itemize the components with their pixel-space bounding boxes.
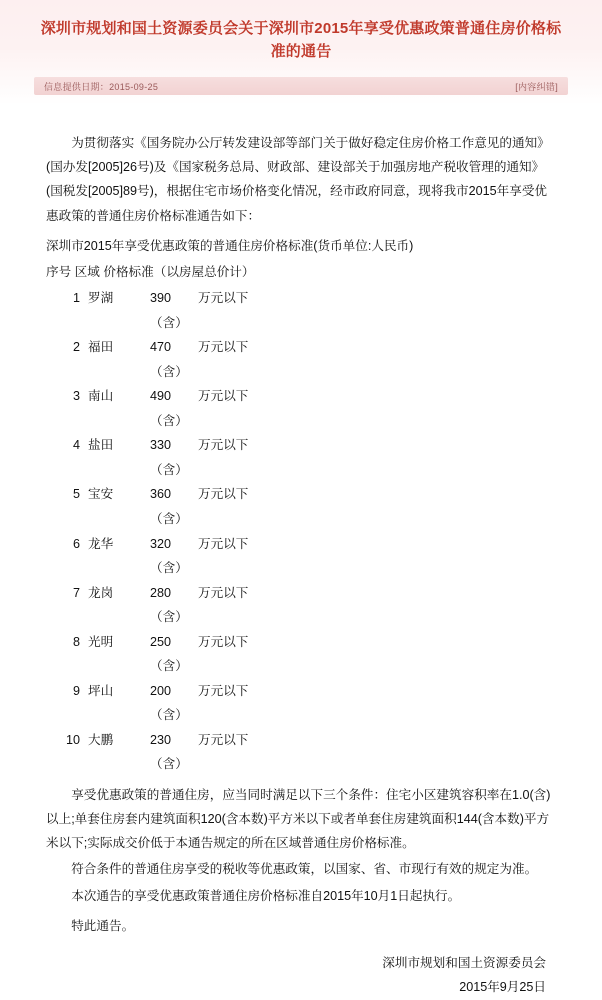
- row-index: 7: [72, 585, 80, 600]
- row-price: 390（含）: [150, 291, 188, 330]
- table-row: [46, 630, 556, 679]
- table-row: [46, 728, 556, 777]
- row-unit: 万元以下: [198, 585, 249, 600]
- row-unit: 万元以下: [198, 291, 249, 306]
- row-area: 南山: [88, 389, 114, 404]
- row-index: 10: [65, 732, 80, 747]
- row-index: 6: [72, 536, 80, 551]
- row-area: 光明: [88, 634, 114, 649]
- row-price: 200（含）: [150, 683, 188, 723]
- signature-block: [46, 952, 556, 1000]
- table-row: [46, 286, 556, 335]
- conditions-paragraph: 享受优惠政策的普通住房，应当同时满足以下三个条件：住宅小区建筑容积率在1.0(含)以上;单套住房套内建筑面积120(含本数)平方米以下或者单套住房建筑面积144(含本数)平方米以下;实际成交价低于本通告规定的所在区域普通住房价格标准。: [46, 787, 551, 851]
- row-price: 280（含）: [150, 585, 188, 625]
- intro-paragraph: 为贯彻落实《国务院办公厅转发建设部等部门关于做好稳定住房价格工作意见的通知》(国办发[2005]26号)及《国家税务总局、财政部、建设部关于加强房地产税收管理的通知》(国税发[2005]89号)，根据住宅市场价格变化情况，经市政府同意，现将我市2015年享受优惠政策的普通住房价格标准通告如下：: [46, 136, 550, 223]
- row-price: 320（含）: [150, 536, 188, 576]
- row-index: 4: [72, 438, 80, 453]
- tax-policy-paragraph: 符合条件的普通住房享受的税收等优惠政策，以国家、省、市现行有效的规定为准。: [71, 862, 538, 877]
- publish-date-label: 信息提供日期：2015-09-25: [44, 81, 159, 92]
- row-unit: 万元以下: [198, 634, 249, 649]
- row-area: 罗湖: [88, 291, 114, 306]
- row-unit: 万元以下: [198, 389, 249, 404]
- table-row: [46, 581, 556, 630]
- row-price: 470（含）: [150, 340, 188, 379]
- row-price: 490（含）: [150, 389, 188, 428]
- table-row: [46, 482, 556, 531]
- table-row: [46, 679, 556, 728]
- conditions-section: [46, 783, 556, 938]
- document-header: [0, 0, 602, 105]
- row-unit: 万元以下: [198, 438, 249, 453]
- row-unit: 万元以下: [198, 340, 249, 355]
- row-area: 盐田: [88, 438, 114, 453]
- row-price: 230（含）: [150, 732, 188, 772]
- row-index: 3: [72, 389, 80, 404]
- document-meta-bar: [34, 77, 568, 95]
- issue-date: 2015年9月25日: [459, 979, 546, 994]
- row-unit: 万元以下: [198, 536, 249, 551]
- row-unit: 万元以下: [198, 487, 249, 502]
- row-price: 250（含）: [150, 634, 188, 674]
- effective-date-paragraph: 本次通告的享受优惠政策普通住房价格标准自2015年10月1日起执行。: [71, 888, 461, 903]
- document-body: [16, 105, 586, 1000]
- row-index: 1: [72, 291, 80, 306]
- row-index: 2: [72, 340, 80, 355]
- row-index: 5: [72, 487, 80, 502]
- row-index: 9: [72, 683, 80, 698]
- row-area: 龙华: [88, 536, 114, 551]
- row-area: 坪山: [88, 683, 114, 698]
- table-column-header: 序号 区域 价格标准（以房屋总价计）: [46, 264, 255, 279]
- content-correction-link[interactable]: [内容纠错]: [515, 81, 558, 92]
- table-row: [46, 384, 556, 433]
- issuing-organization: 深圳市规划和国土资源委员会: [382, 956, 546, 970]
- row-unit: 万元以下: [198, 683, 249, 698]
- row-unit: 万元以下: [198, 732, 249, 747]
- closing-paragraph: 特此通告。: [71, 918, 135, 933]
- row-price: 330（含）: [150, 438, 188, 477]
- row-area: 龙岗: [88, 585, 114, 600]
- row-index: 8: [72, 634, 80, 649]
- row-area: 大鹏: [88, 732, 114, 747]
- row-price: 360（含）: [150, 487, 188, 526]
- table-row: [46, 433, 556, 482]
- row-area: 宝安: [88, 487, 114, 502]
- page-title: 深圳市规划和国土资源委员会关于深圳市2015年享受优惠政策普通住房价格标准的通告: [40, 20, 562, 60]
- row-area: 福田: [88, 340, 114, 355]
- price-standard-table: [46, 286, 556, 777]
- standard-caption: 深圳市2015年享受优惠政策的普通住房价格标准(货币单位:人民币): [46, 238, 414, 253]
- table-row: [46, 532, 556, 581]
- table-row: [46, 335, 556, 384]
